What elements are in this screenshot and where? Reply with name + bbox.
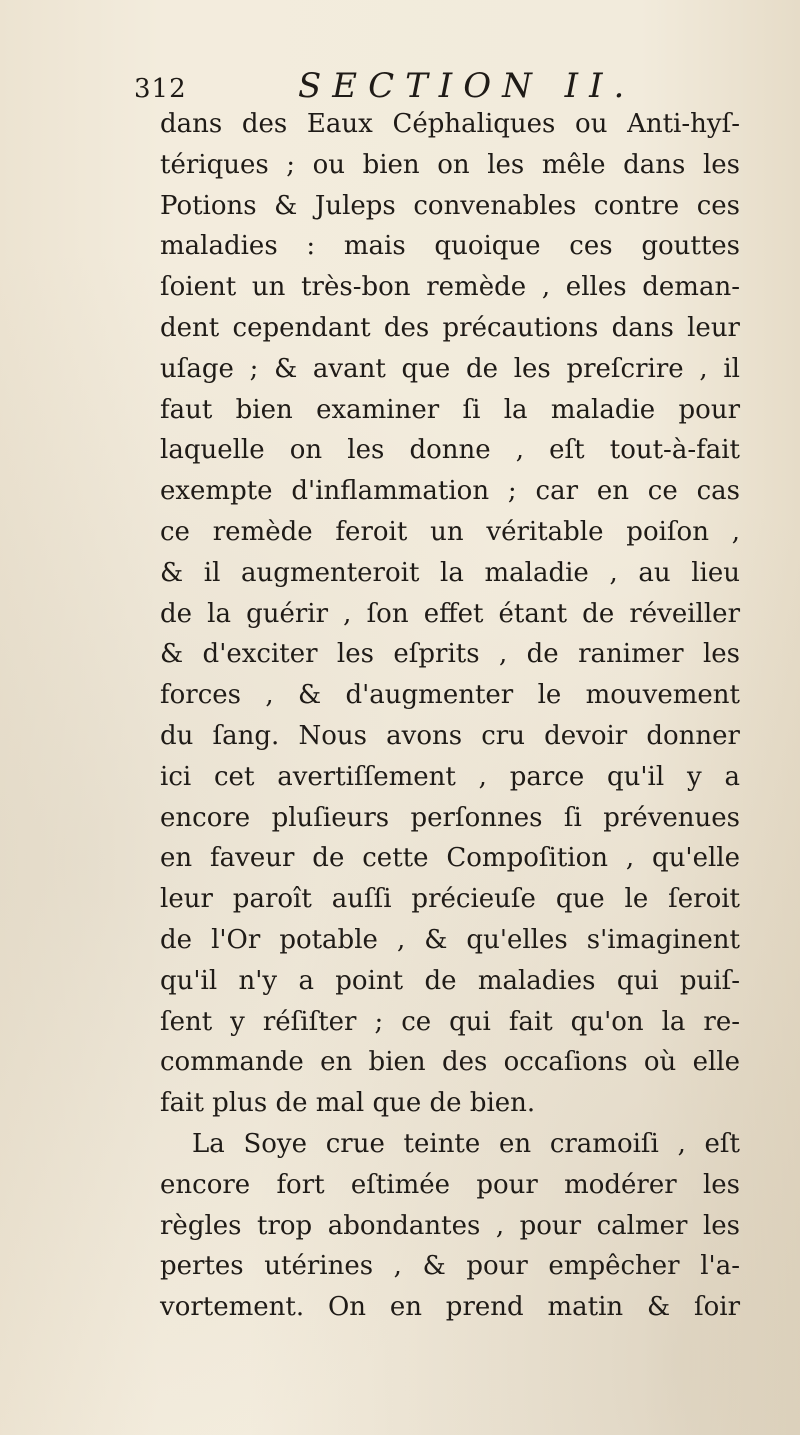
text-line: dent cependant des précautions dans leur (160, 312, 740, 343)
text-line: de la guérir , ſon effet étant de réveiller (160, 598, 740, 629)
text-line: Potions & Juleps convenables contre ces (160, 190, 740, 221)
text-line: du ſang. Nous avons cru devoir donner (160, 720, 740, 751)
page-number: 312 (134, 74, 187, 104)
text-line: ſoient un très-bon remède , elles deman- (160, 272, 740, 303)
text-line: ici cet avertiſſement , parce qu'il y a (160, 761, 740, 792)
text-line: ce remède feroit un véritable poiſon , (160, 516, 740, 547)
paragraph-start-line: La Soye crue teinte en cramoiſi , eſt (192, 1128, 740, 1159)
text-line: uſage ; & avant que de les preſcrire , il (160, 353, 740, 384)
text-line: & d'exciter les eſprits , de ranimer les (160, 639, 740, 670)
running-title: SECTION II. (298, 66, 636, 106)
text-line: commande en bien des occaſions où elle (160, 1047, 740, 1078)
text-line: de l'Or potable , & qu'elles s'imaginent (160, 924, 740, 955)
text-line: pertes utérines , & pour empêcher l'a- (160, 1251, 740, 1282)
text-line: vortement. On en prend matin & ſoir (160, 1292, 740, 1323)
text-line: tériques ; ou bien on les mêle dans les (160, 149, 740, 180)
text-line: règles trop abondantes , pour calmer les (160, 1210, 740, 1241)
text-line: encore pluſieurs perſonnes ſi prévenues (160, 802, 740, 833)
text-line: encore fort eſtimée pour modérer les (160, 1169, 740, 1200)
text-line: maladies : mais quoique ces gouttes (160, 231, 740, 262)
text-line: dans des Eaux Céphaliques ou Anti-hyſ- (160, 109, 740, 139)
text-line: en faveur de cette Compoſition , qu'elle (160, 843, 740, 874)
text-line: laquelle on les donne , eſt tout-à-fait (160, 435, 740, 466)
text-line: fait plus de mal que de bien. (160, 1088, 536, 1119)
text-line: forces , & d'augmenter le mouvement (160, 680, 740, 711)
text-line: qu'il n'y a point de maladies qui puiſ- (160, 965, 740, 996)
text-line: exempte d'inflammation ; car en ce cas (160, 476, 740, 507)
text-line: leur paroît auſſi précieuſe que le ſeroit (160, 884, 740, 915)
text-line: faut bien examiner ſi la maladie pour (160, 394, 740, 425)
text-line: & il augmenteroit la maladie , au lieu (160, 557, 740, 588)
text-line: ſent y réſiſter ; ce qui fait qu'on la re- (160, 1006, 740, 1037)
body-text (160, 104, 740, 1328)
